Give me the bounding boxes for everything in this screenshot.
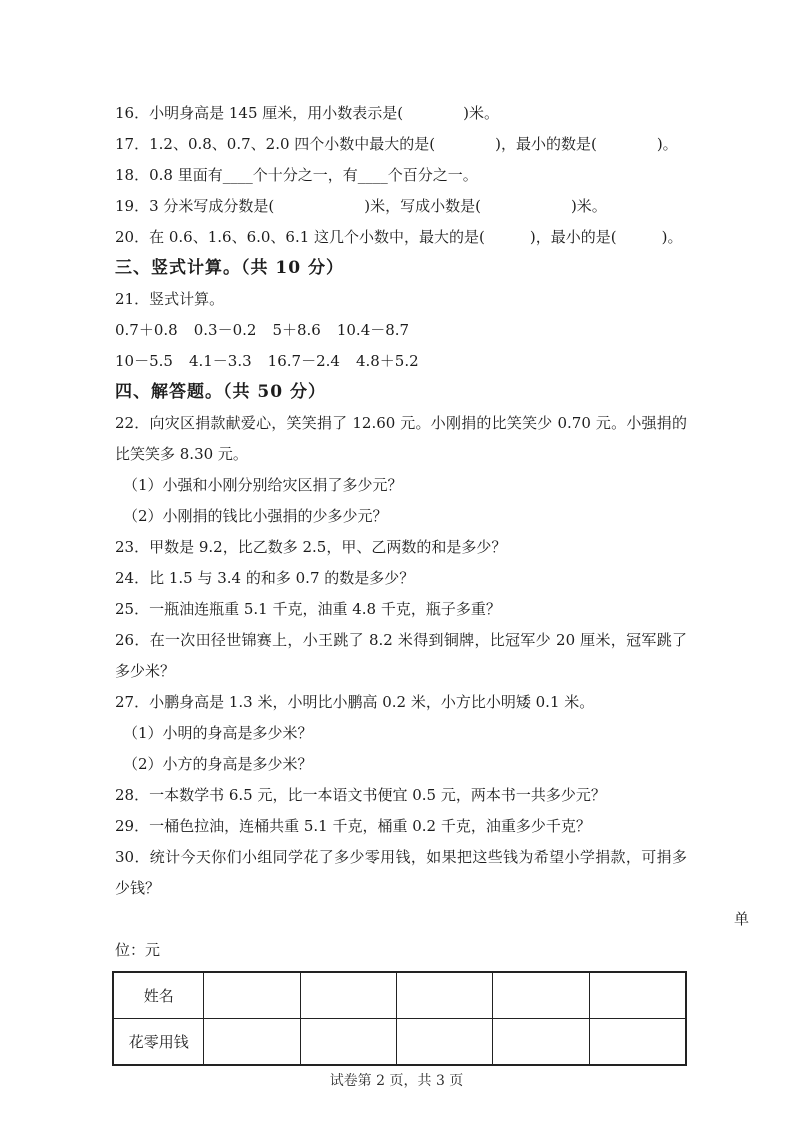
table-cell-empty [397,972,493,1019]
table-cell-empty [589,972,686,1019]
table-row-names [113,972,686,1019]
calc-expression: 10－5.5 [115,352,173,370]
stats-table [112,971,687,1066]
calc-row-1 [115,315,687,346]
page-content [115,98,749,1066]
question-27: 27．小鹏身高是 1.3 米，小明比小鹏高 0.2 米，小方比小明矮 0.1 米。 [115,693,595,711]
question-22-sub-1: （1）小强和小刚分别给灾区捐了多少元？ [123,476,403,494]
table-cell-empty [204,972,300,1019]
calc-expression: 16.7－2.4 [267,352,340,370]
calc-expression: 0.7＋0.8 [115,321,178,339]
calc-expression: 0.3－0.2 [193,321,257,339]
question-21: 21．竖式计算。 [115,290,225,308]
table-cell-empty [493,1019,589,1066]
section-heading-word-problems: 四、解答题。（共 50 分） [115,382,326,402]
question-22-sub-2: （2）小刚捐的钱比小强捐的少多少元？ [123,507,388,525]
question-20: 20．在 0.6、1.6、6.0、6.1 这几个小数中，最大的是( )，最小的是( )。 [115,228,683,246]
question-29: 29．一桶色拉油，连桶共重 5.1 千克，桶重 0.2 千克，油重多少千克？ [115,817,591,835]
unit-label-overflow: 单 [733,910,749,928]
calc-expression: 5＋8.6 [272,321,321,339]
table-cell-empty [493,972,589,1019]
row-header-money: 花零用钱 [113,1019,204,1066]
calc-expression: 4.1－3.3 [188,352,252,370]
table-cell-empty [300,972,396,1019]
question-26: 26．在一次田径世锦赛上，小王跳了 8.2 米得到铜牌，比冠军少 20 厘米，冠军跳了多少米？ [115,631,687,680]
question-16: 16．小明身高是 145 厘米，用小数表示是( )米。 [115,104,499,122]
page-number-footer: 试卷第 2 页，共 3 页 [329,1073,464,1089]
calc-expression: 10.4－8.7 [336,321,410,339]
question-24: 24．比 1.5 与 3.4 的和多 0.7 的数是多少？ [115,569,415,587]
unit-label: 位：元 [115,941,161,959]
question-25: 25．一瓶油连瓶重 5.1 千克，油重 4.8 千克，瓶子多重？ [115,600,501,618]
table-cell-empty [300,1019,396,1066]
question-28: 28．一本数学书 6.5 元，比一本语文书便宜 0.5 元，两本书一共多少元？ [115,786,606,804]
table-cell-empty [397,1019,493,1066]
calc-expression: 4.8＋5.2 [355,352,419,370]
section-heading-calculation: 三、竖式计算。（共 10 分） [115,258,344,278]
question-19: 19．3 分米写成分数是( )米，写成小数是( )米。 [115,197,607,215]
question-22: 22．向灾区捐款献爱心，笑笑捐了 12.60 元。小刚捐的比笑笑少 0.70 元。小强捐的比笑笑多 8.30 元。 [115,414,687,463]
table-cell-empty [589,1019,686,1066]
question-18: 18．0.8 里面有____个十分之一，有____个百分之一。 [115,166,478,184]
question-27-sub-2: （2）小方的身高是多少米？ [123,755,313,773]
question-30: 30．统计今天你们小组同学花了多少零用钱，如果把这些钱为希望小学捐款，可捐多少钱？ [115,848,687,897]
row-header-name: 姓名 [113,972,204,1019]
question-27-sub-1: （1）小明的身高是多少米？ [123,724,313,742]
table-cell-empty [204,1019,300,1066]
question-17: 17．1.2、0.8、0.7、2.0 四个小数中最大的是( )，最小的数是( )。 [115,135,678,153]
calc-row-2 [115,346,687,377]
question-23: 23．甲数是 9.2，比乙数多 2.5，甲、乙两数的和是多少？ [115,538,507,556]
table-row-money [113,1019,686,1066]
